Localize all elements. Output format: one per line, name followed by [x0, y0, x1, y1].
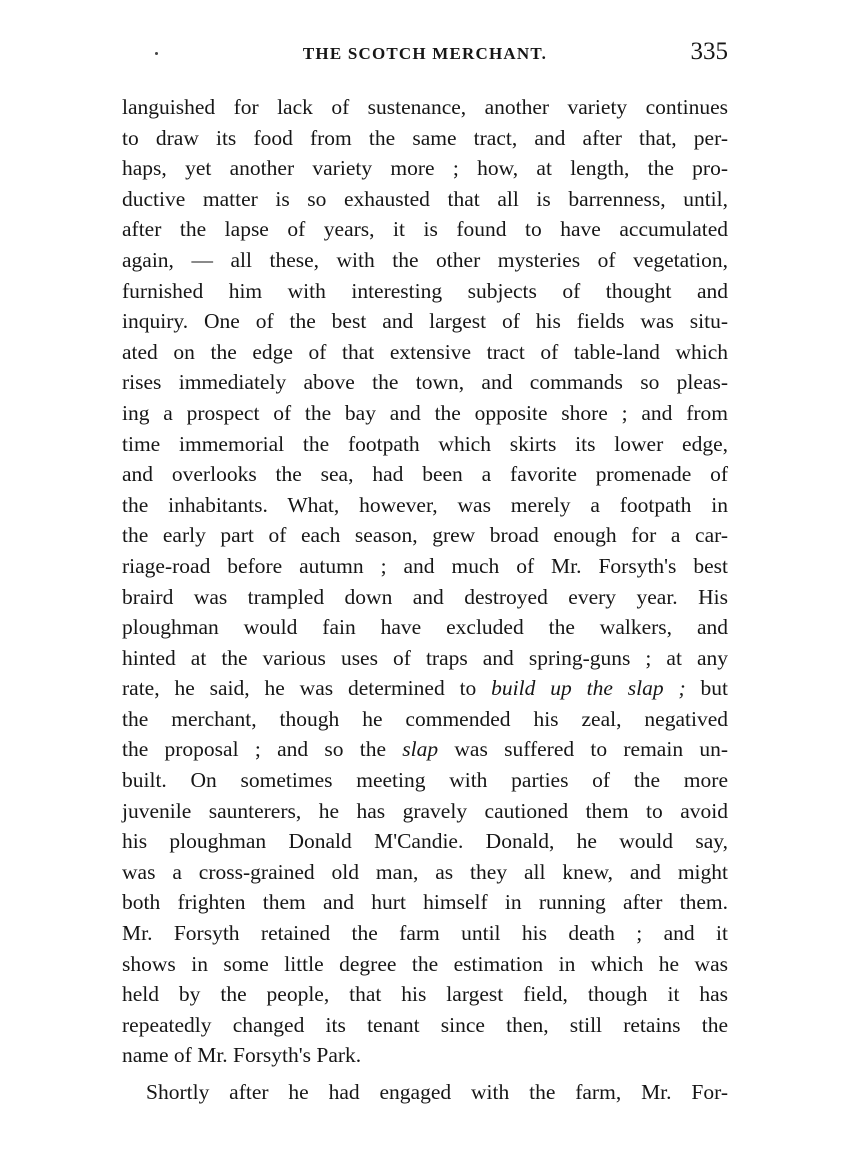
text-line: both frighten them and hurt himself in running after them.	[122, 890, 728, 915]
text-segment: was suffered to remain un-	[438, 737, 728, 762]
text-line: was a cross-grained old man, as they all knew, and might	[122, 859, 728, 884]
text-line: held by the people, that his largest field, though it has	[122, 982, 728, 1007]
text-line: again, — all these, with the other mysteries of vegetation,	[122, 247, 728, 272]
text-line: rises immediately above the town, and commands so pleas-	[122, 370, 728, 395]
text-line: to draw its food from the same tract, and after that, per-	[122, 125, 728, 150]
body-text	[122, 92, 728, 1108]
text-line: and overlooks the sea, had been a favorite promenade of	[122, 462, 728, 487]
text-line: the merchant, though he commended his zeal, negatived	[122, 706, 728, 731]
text-line: ductive matter is so exhausted that all is barrenness, until,	[122, 186, 728, 211]
text-line-with-italic	[122, 673, 728, 704]
text-line: after the lapse of years, it is found to have accumulated	[122, 217, 728, 242]
text-line: ing a prospect of the bay and the opposite shore ; and from	[122, 400, 728, 425]
paragraph-1-start	[122, 92, 728, 673]
text-line: ated on the edge of that extensive tract of table-land which	[122, 339, 728, 364]
text-line: built. On sometimes meeting with parties of the more	[122, 768, 728, 793]
text-line: furnished him with interesting subjects of thought and	[122, 278, 728, 303]
text-segment: but	[685, 676, 728, 701]
paragraph-1-end	[122, 765, 728, 1071]
text-line: Mr. Forsyth retained the farm until his death ; and it	[122, 921, 728, 946]
paragraph-last-line: name of Mr. Forsyth's Park.	[122, 1043, 362, 1068]
text-line: braird was trampled down and destroyed every year. His	[122, 584, 728, 609]
italic-phrase: build up the slap ;	[491, 676, 686, 701]
text-line: haps, yet another variety more ; how, at length, the pro-	[122, 156, 728, 181]
text-segment: rate, he said, he was determined to	[122, 676, 492, 701]
text-line: languished for lack of sustenance, another variety continues	[122, 95, 728, 119]
text-line: shows in some little degree the estimation in which he was	[122, 951, 728, 976]
italic-word: slap	[402, 737, 439, 762]
text-line: ploughman would fain have excluded the walkers, and	[122, 615, 728, 640]
text-line: riage-road before autumn ; and much of Mr. Forsyth's best	[122, 553, 728, 578]
text-line: time immemorial the footpath which skirts its lower edge,	[122, 431, 728, 456]
text-line: juvenile saunterers, he has gravely cautioned them to avoid	[122, 798, 728, 823]
text-line: hinted at the various uses of traps and spring-guns ; at any	[122, 645, 728, 670]
text-line: his ploughman Donald M'Candie. Donald, he would say,	[122, 829, 728, 854]
running-title: THE SCOTCH MERCHANT.	[302, 44, 548, 63]
text-line: inquiry. One of the best and largest of his fields was situ-	[122, 309, 728, 334]
text-line: repeatedly changed its tenant since then, still retains the	[122, 1012, 728, 1037]
text-line-with-italic	[122, 734, 728, 765]
text-segment: the proposal ; and so the	[122, 737, 403, 762]
text-line: the inhabitants. What, however, was merely a footpath in	[122, 492, 728, 517]
page-number: 335	[690, 38, 728, 65]
paragraph-2-first-line: Shortly after he had engaged with the farm, Mr. For-	[146, 1080, 728, 1104]
text-line: the early part of each season, grew broad enough for a car-	[122, 523, 728, 548]
running-head	[122, 38, 728, 74]
